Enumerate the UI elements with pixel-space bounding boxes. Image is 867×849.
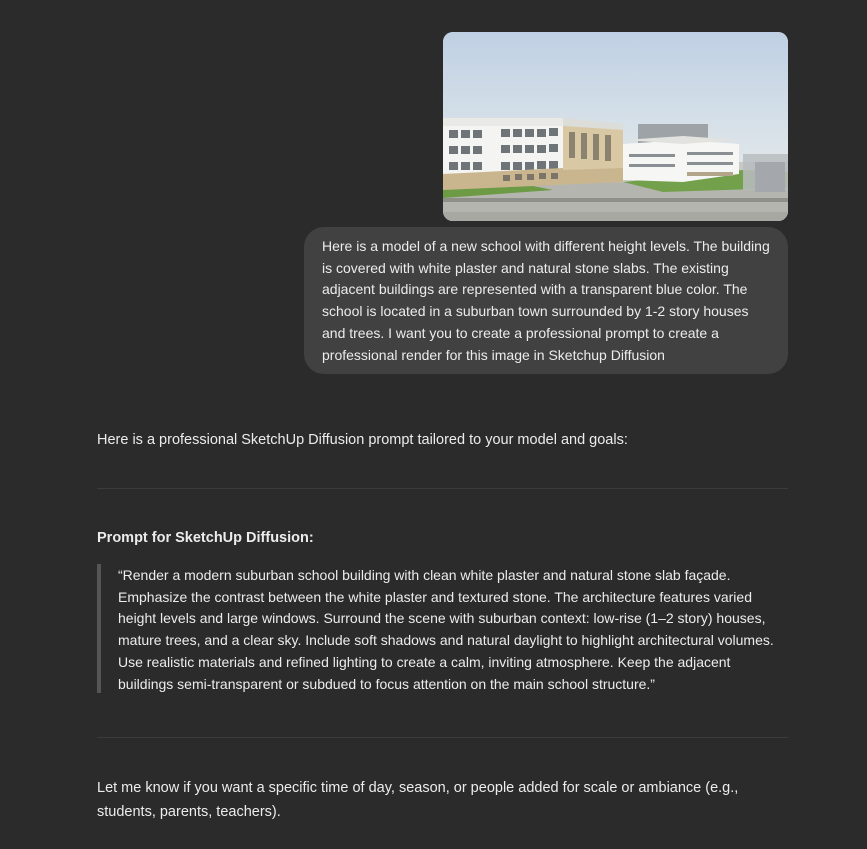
prompt-blockquote <box>97 564 788 693</box>
school-model-render <box>443 32 788 221</box>
divider <box>97 737 788 738</box>
user-message-text: Here is a model of a new school with different height levels. The building is covered with white plaster and natural stone slabs. The existing adjacent buildings are represented with a transparent blue color. The school is located in a suburban town surrounded by 1-2 story houses and trees. I want you to create a professional prompt to create a professional render for this image in Sketchup Diffusion <box>322 238 770 363</box>
prompt-quote-text: “Render a modern suburban school building with clean white plaster and natural stone slab façade. Emphasize the contrast between the white plaster and textured stone. The architecture features varied height levels and large windows. Surround the scene with suburban context: low-rise (1–2 story) houses, mature trees, and a clear sky. Include soft shadows and natural daylight to highlight architectural volumes. Use realistic materials and refined lighting to create a calm, inviting atmosphere. Keep the adjacent buildings semi-transparent or subdued to focus attention on the main school structure.” <box>118 567 774 692</box>
user-message-bubble <box>304 227 788 374</box>
divider <box>97 488 788 489</box>
assistant-outro-text: Let me know if you want a specific time of day, season, or people added for scale or ambiance (e.g., students, parents, teachers). <box>97 780 739 820</box>
assistant-intro-text: Here is a professional SketchUp Diffusion prompt tailored to your model and goals: <box>97 432 628 448</box>
user-uploaded-image[interactable] <box>443 32 788 221</box>
prompt-heading: Prompt for SketchUp Diffusion: <box>97 530 314 546</box>
